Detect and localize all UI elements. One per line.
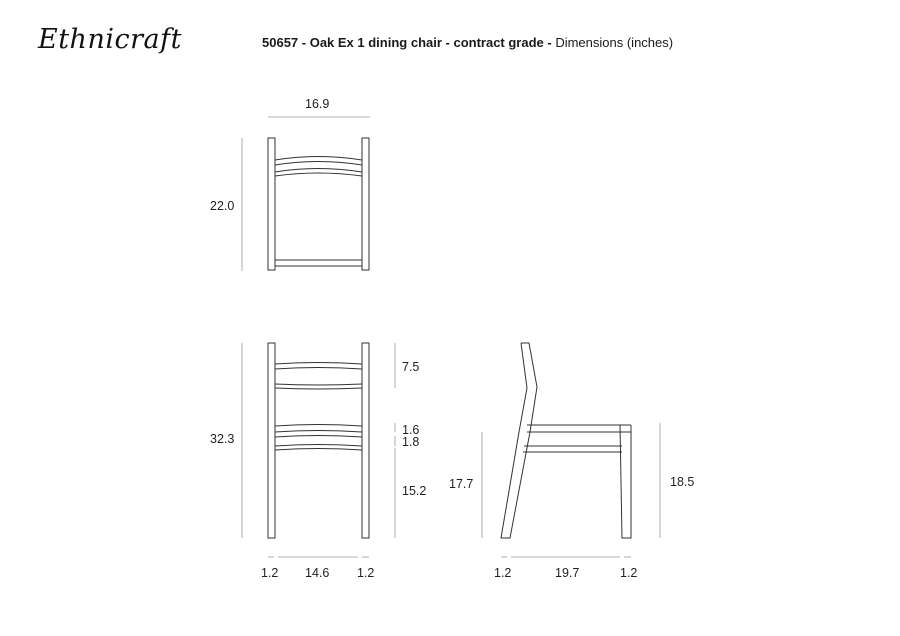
front-view-drawing xyxy=(242,343,395,557)
front-gap1-label: 1.6 xyxy=(402,423,420,437)
side-seat-height-label: 18.5 xyxy=(670,475,695,489)
title-product: 50657 - Oak Ex 1 dining chair - contract grade - xyxy=(262,35,552,50)
front-gap2-label: 1.8 xyxy=(402,435,420,449)
top-depth-label: 22.0 xyxy=(210,199,235,213)
side-leg-left-label: 1.2 xyxy=(494,566,512,580)
front-lower-label: 15.2 xyxy=(402,484,427,498)
top-width-label: 16.9 xyxy=(305,97,330,111)
front-leg-left-label: 1.2 xyxy=(261,566,279,580)
front-inner-width-label: 14.6 xyxy=(305,566,330,580)
front-backrest-label: 7.5 xyxy=(402,360,420,374)
side-view-drawing xyxy=(482,343,660,557)
title-units: Dimensions (inches) xyxy=(551,35,674,50)
side-leg-right-label: 1.2 xyxy=(620,566,638,580)
side-inner-depth-label: 19.7 xyxy=(555,566,580,580)
front-leg-right-label: 1.2 xyxy=(357,566,375,580)
front-total-height-label: 32.3 xyxy=(210,432,235,446)
brand-logo: Ethnicraft xyxy=(38,24,182,55)
top-view-drawing xyxy=(242,117,370,271)
side-front-height-label: 17.7 xyxy=(449,477,474,491)
